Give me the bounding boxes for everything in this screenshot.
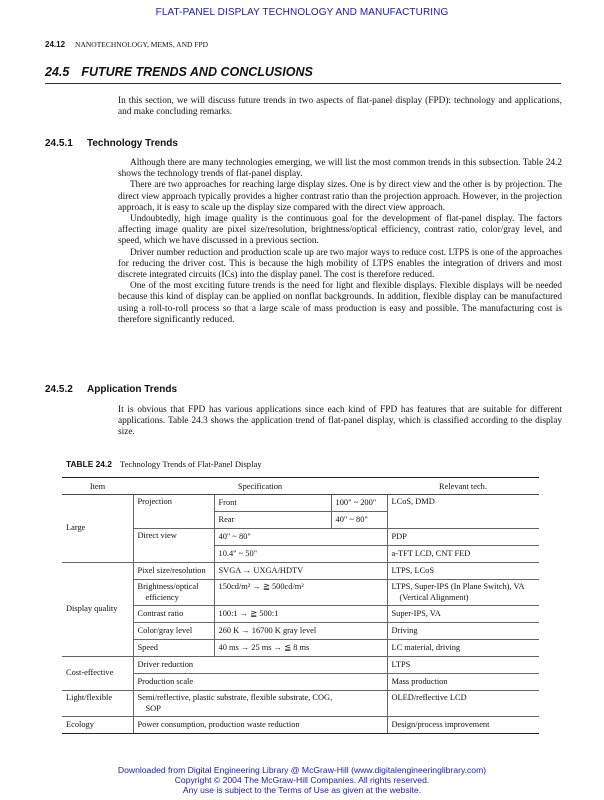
table-row bbox=[62, 495, 539, 512]
subsection-title: Application Trends bbox=[87, 384, 178, 395]
param-cell: Brightness/optical efficiency bbox=[133, 580, 214, 606]
tech-cell: LCoS, DMD bbox=[391, 497, 435, 506]
spec-cell: Front bbox=[214, 495, 331, 512]
table-header-row bbox=[62, 478, 539, 495]
tech-cell: LTPS, Super-IPS (In Plane Switch), VA (Vertical Alignment) bbox=[387, 580, 539, 606]
running-head-text: NANOTECHNOLOGY, MEMS, AND FPD bbox=[75, 40, 209, 49]
size-cell: 40" ~ 80" bbox=[331, 512, 387, 529]
header-item: Item bbox=[62, 478, 133, 495]
table-row bbox=[62, 657, 539, 674]
spec-cell: Production scale bbox=[133, 674, 387, 691]
tech-cell: Mass production bbox=[387, 674, 539, 691]
footer-line: Copyright © 2004 The McGraw-Hill Companies. All rights reserved. bbox=[174, 775, 430, 785]
table-row bbox=[62, 691, 539, 717]
footer-line: Any use is subject to the Terms of Use as given at the website. bbox=[182, 785, 422, 795]
table-row bbox=[62, 674, 539, 691]
table-title: Technology Trends of Flat-Panel Display bbox=[119, 459, 262, 469]
param-cell: Contrast ratio bbox=[133, 606, 214, 623]
subsection-number: 24.5.1 bbox=[45, 138, 73, 149]
tech-cell: OLED/reflective LCD bbox=[387, 691, 539, 717]
top-banner: FLAT-PANEL DISPLAY TECHNOLOGY AND MANUFACTURING bbox=[155, 7, 449, 18]
spec-cell: Semi/reflective, plastic substrate, flexible substrate, COG, SOP bbox=[133, 691, 387, 717]
spec-cell: Driver reduction bbox=[133, 657, 387, 674]
header-relevant-tech: Relevant tech. bbox=[387, 478, 539, 495]
spec-cell: 100:1 → ≧ 500:1 bbox=[214, 606, 387, 623]
tech-cell: LTPS bbox=[387, 657, 539, 674]
paragraph: Undoubtedly, high image quality is the continuous goal for the development of flat-panel display. The factors affecting image quality are pixel size/resolution, brightness/optical efficiency, contrast ratio, color/gray level, and speed, which we have discussed in a previous section. bbox=[118, 214, 562, 247]
param-cell: Direct view bbox=[133, 529, 214, 563]
table-row bbox=[62, 717, 539, 734]
param-cell: Projection bbox=[133, 495, 214, 529]
tech-cell: a-TFT LCD, CNT FED bbox=[387, 546, 539, 563]
paragraph: There are two approaches for reaching large display sizes. One is by direct view and the other is by projection. The direct view approach typically provides a higher contrast ratio than the projection approach. However, in the projection approach, it is easy to scale up the display size compared with the direct view approach. bbox=[118, 180, 562, 213]
subsection-number: 24.5.2 bbox=[45, 384, 73, 395]
intro-text: In this section, we will discuss future trends in two aspects of flat-panel display (FPD): technology and applications, and make concluding remarks. bbox=[118, 96, 562, 118]
subsection-title: Technology Trends bbox=[87, 138, 178, 149]
paragraph: It is obvious that FPD has various applications since each kind of FPD has features that are suitable for different applications. Table 24.3 shows the application trend of flat-panel display, which is classified according to the display size. bbox=[118, 405, 562, 438]
download-footer bbox=[0, 765, 604, 795]
section-number: 24.5 bbox=[45, 65, 70, 79]
tech-cell: LTPS, LCoS bbox=[387, 563, 539, 580]
spec-cell: 10.4" ~ 50" bbox=[214, 546, 387, 563]
header-specification: Specification bbox=[133, 478, 387, 495]
paragraph: Driver number reduction and production scale up are two major ways to reduce cost. LTPS is one of the approaches for reducing the driver cost. This is because the high mobility of LTPS enables the integration of drivers and most discrete integrated circuits (ICs) into the display panel. The cost is therefore reduced. bbox=[118, 247, 562, 281]
item-cell-large: Large bbox=[62, 495, 133, 563]
application-trends-body bbox=[118, 405, 562, 439]
table-label: TABLE 24.2 bbox=[66, 459, 112, 469]
technology-trends-table bbox=[62, 477, 539, 734]
table-row bbox=[62, 580, 539, 606]
table-row bbox=[62, 640, 539, 657]
spec-cell: SVGA → UXGA/HDTV bbox=[214, 563, 387, 580]
intro-paragraph bbox=[118, 96, 562, 118]
tech-cell: PDP bbox=[387, 529, 539, 546]
running-head bbox=[45, 40, 208, 49]
spec-cell: Rear bbox=[214, 512, 331, 529]
table-row bbox=[62, 606, 539, 623]
item-cell-light: Light/flexible bbox=[62, 691, 133, 717]
item-cell-ecology: Ecology bbox=[62, 717, 133, 734]
technology-trends-body bbox=[118, 158, 562, 326]
spec-cell: 40 ms → 25 ms → ≦ 8 ms bbox=[214, 640, 387, 657]
tech-cell: Design/process improvement bbox=[387, 717, 539, 734]
param-cell: Speed bbox=[133, 640, 214, 657]
tech-cell: LC material, driving bbox=[387, 640, 539, 657]
item-cell-cost: Cost-effective bbox=[62, 657, 133, 691]
paragraph: One of the most exciting future trends is the need for light and flexible displays. Flexible displays will be needed because this kind of display can be applied on nonflat backgrounds. In addition, flexible display can be manufactured using a roll-to-roll process so that a large scale of mass production is easy and possible. The manufacturing cost is therefore significantly reduced. bbox=[118, 281, 562, 325]
table-row bbox=[62, 529, 539, 546]
tech-cell: Super-IPS, VA bbox=[387, 606, 539, 623]
spec-cell: 40" ~ 80" bbox=[214, 529, 387, 546]
spec-cell: 260 K → 16700 K gray level bbox=[214, 623, 387, 640]
item-cell-quality: Display quality bbox=[62, 563, 133, 657]
table-row bbox=[62, 563, 539, 580]
subsection-heading-application bbox=[45, 384, 177, 395]
paragraph: Although there are many technologies emerging, we will list the most common trends in this subsection. Table 24.2 shows the technology trends of flat-panel display. bbox=[118, 158, 562, 180]
section-title: FUTURE TRENDS AND CONCLUSIONS bbox=[81, 65, 313, 79]
subsection-heading-technology bbox=[45, 138, 178, 149]
param-cell: Color/gray level bbox=[133, 623, 214, 640]
page-number: 24.12 bbox=[45, 40, 66, 49]
spec-cell: 150cd/m² → ≧ 500cd/m² bbox=[214, 580, 387, 606]
tech-cell: Driving bbox=[387, 623, 539, 640]
size-cell: 100" ~ 200" bbox=[331, 495, 387, 512]
section-heading bbox=[45, 65, 561, 84]
footer-line: Downloaded from Digital Engineering Library @ McGraw-Hill (www.digitalengineeringlibrary.com) bbox=[117, 765, 487, 775]
table-caption bbox=[66, 459, 262, 469]
table-row bbox=[62, 623, 539, 640]
param-cell: Pixel size/resolution bbox=[133, 563, 214, 580]
spec-cell: Power consumption, production waste reduction bbox=[133, 717, 387, 734]
